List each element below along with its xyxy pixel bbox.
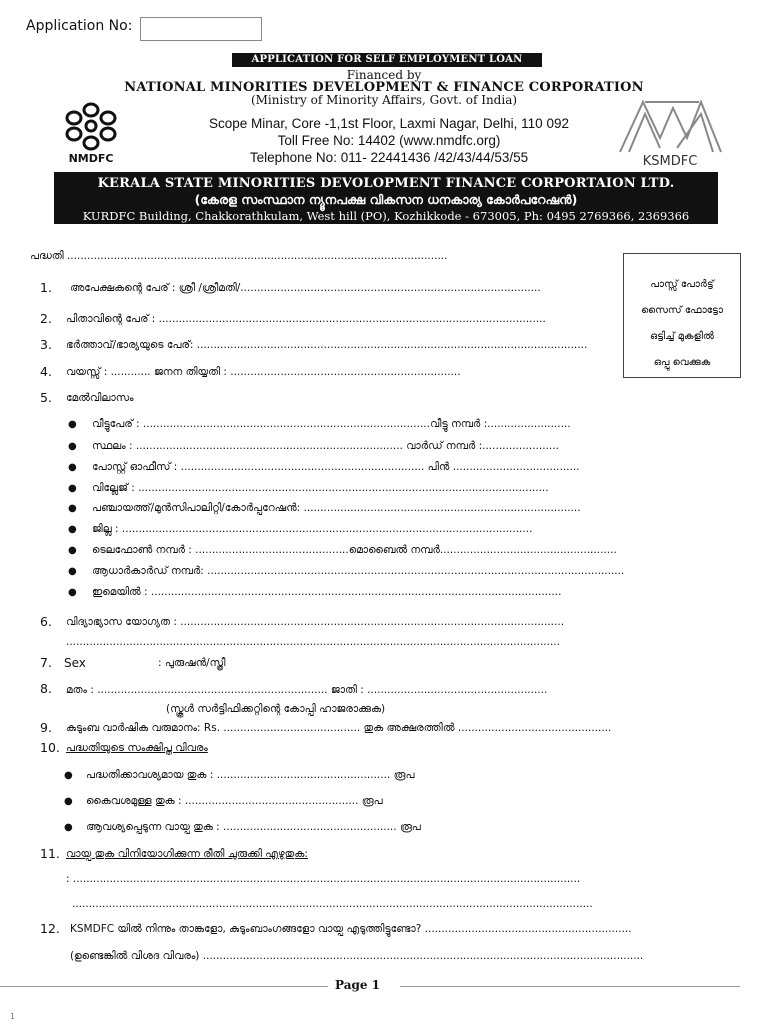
place-field[interactable]: സ്ഥലം : ................................................................................ വാർഡ് നമ്പർ :.......................	[92, 440, 559, 452]
item-number: 1.	[40, 280, 52, 295]
item-number: 3.	[40, 337, 52, 352]
margin-mark: 1	[10, 1012, 16, 1021]
loan-usage-field-line-2[interactable]: ............................................................................................................................................................	[72, 898, 593, 910]
ksmdfc-title-malayalam: (കേരള സംസ്ഥാന ന്യൂനപക്ഷ വികസന ധനകാര്യ കോർപറേഷൻ)	[194, 192, 578, 207]
financed-by-text: Financed by	[346, 68, 422, 82]
nmdfc-corp-name: NATIONAL MINORITIES DEVELOPMENT & FINANCE CORPORATION	[124, 80, 644, 95]
item-number: 5.	[40, 390, 52, 405]
ministry-text: (Ministry of Minority Affairs, Govt. of India)	[250, 93, 518, 107]
school-certificate-note: (സ്കൂൾ സർട്ടിഫിക്കറ്റിന്റെ കോപ്പി ഹാജരാക്കുക)	[166, 703, 386, 715]
ksmdfc-logo-icon	[615, 98, 725, 154]
item-number: 4.	[40, 364, 52, 379]
item-number: 2.	[40, 311, 52, 326]
form-title-bar: APPLICATION FOR SELF EMPLOYMENT LOAN	[232, 53, 542, 67]
bullet-icon: ●	[64, 796, 73, 807]
bullet-icon: ●	[64, 822, 73, 833]
bullet-icon: ●	[68, 587, 77, 598]
applicant-name-field[interactable]: അപേക്ഷകന്റെ പേര് : ശ്രീ /ശ്രീമതി/..........................................................................................	[70, 282, 541, 294]
spouse-name-field[interactable]: ഭർത്താവ്/ഭാര്യയുടെ പേര്: .....................................................................................................................	[66, 339, 588, 351]
footer-divider-right	[400, 986, 740, 987]
item-number: 12.	[40, 921, 60, 936]
item-number: 8.	[40, 681, 52, 696]
item-number: 10.	[40, 740, 60, 755]
bullet-icon: ●	[68, 566, 77, 577]
project-summary-heading: പദ്ധതിയുടെ സംക്ഷിപ്ത വിവരം	[66, 742, 208, 754]
village-field[interactable]: വില്ലേജ് : ...........................................................................................................................	[92, 482, 549, 494]
nmdfc-address-block	[150, 115, 628, 166]
item-number: 7.	[40, 655, 52, 670]
bullet-icon: ●	[68, 483, 77, 494]
item-number: 6.	[40, 614, 52, 629]
nmdfc-logo-text: NMDFC	[68, 152, 114, 165]
application-no-field[interactable]	[140, 17, 262, 41]
address-line-3: Telephone No: 011- 22441436 /42/43/44/53/55	[249, 150, 529, 165]
photo-box-line-4: ഒപ്പു വെക്കുക	[653, 357, 711, 368]
district-field[interactable]: ജില്ല : ...........................................................................................................................	[92, 523, 533, 535]
nmdfc-logo-icon	[58, 100, 124, 152]
phone-mobile-field[interactable]: ടെലഫോൺ നമ്പർ : ..............................................മൊബൈൽ നമ്പർ.....................................................	[92, 544, 617, 556]
bullet-icon: ●	[68, 503, 77, 514]
father-name-field[interactable]: പിതാവിന്റെ പേര് : ....................................................................................................................	[66, 313, 546, 325]
loan-required-field[interactable]: ആവശ്യപ്പെടുന്ന വായ്പ തുക : .................................................... രൂപ	[86, 821, 421, 833]
item-number: 11.	[40, 846, 60, 861]
loan-usage-field[interactable]: : ........................................................................................................................................................	[66, 873, 581, 885]
loan-usage-heading: വായ്പ തുക വിനിയോഗിക്കുന്ന രീതി ചുരുക്കി എഴുതുക:	[66, 848, 308, 860]
bullet-icon: ●	[68, 524, 77, 535]
bullet-icon: ●	[68, 419, 77, 430]
sex-label: Sex	[64, 656, 86, 670]
page-number: Page 1	[335, 978, 381, 992]
passport-photo-box	[623, 253, 741, 378]
item-number: 9.	[40, 720, 52, 735]
email-field[interactable]: ഇമെയിൽ : ...........................................................................................................................	[92, 586, 562, 598]
aadhaar-field[interactable]: ആധാർകാർഡ് നമ്പർ: .............................................................................................................................	[92, 565, 625, 577]
bullet-icon: ●	[64, 770, 73, 781]
previous-loan-field[interactable]: KSMDFC യിൽ നിന്നും താങ്കളോ, കുടുംബാംഗങ്ങളോ വായ്പ എടുത്തിട്ടുണ്ടോ? ..............................................................	[70, 923, 632, 935]
scheme-field[interactable]: പദ്ധതി ..................................................................................................................	[30, 250, 448, 262]
address-line-1: Scope Minar, Core -1,1st Floor, Laxmi Nagar, Delhi, 110 092	[209, 116, 569, 131]
education-field[interactable]: വിദ്യാഭ്യാസ യോഗ്യത : ...................................................................................................................	[66, 616, 565, 628]
photo-box-line-1: പാസ്സ് പോർട്ട്	[650, 279, 714, 290]
ksmdfc-title: KERALA STATE MINORITIES DEVOLOPMENT FINANCE CORPORTAION LTD.	[97, 176, 675, 191]
project-cost-field[interactable]: പദ്ധതിക്കാവശ്യമായ തുക : .................................................... രൂപ	[86, 769, 415, 781]
own-funds-field[interactable]: കൈവശമുള്ള തുക : .................................................... രൂപ	[86, 795, 383, 807]
ksmdfc-address: KURDFC Building, Chakkorathkulam, West hill (PO), Kozhikkode - 673005, Ph: 0495 2769366, 2369366	[82, 209, 690, 223]
address-section-label: മേൽവിലാസം	[66, 392, 134, 404]
ksmdfc-logo-text: KSMDFC	[642, 154, 698, 169]
annual-income-field[interactable]: കുടുംബ വാർഷിക വരുമാനം: Rs. ......................................... തുക അക്ഷരത്തിൽ ..............................................	[66, 722, 612, 734]
previous-loan-details-field[interactable]: (ഉണ്ടെങ്കിൽ വിശദ വിവരം) ....................................................................................................................................	[70, 950, 644, 962]
panchayat-field[interactable]: പഞ്ചായത്ത്/മുൻസിപാലിറ്റി/കോർപ്പറേഷൻ: ...................................................................................	[92, 502, 581, 514]
bullet-icon: ●	[68, 545, 77, 556]
photo-box-line-3: ഒട്ടിച്ച് മുകളിൽ	[649, 331, 715, 342]
footer-divider-left	[0, 986, 328, 987]
education-field-line-2[interactable]: ....................................................................................................................................................	[66, 636, 560, 648]
ksmdfc-header-bar	[54, 172, 718, 224]
address-line-2: Toll Free No: 14402 (www.nmdfc.org)	[277, 133, 501, 148]
post-office-field[interactable]: പോസ്റ്റ് ഓഫീസ് : ......................................................................... പിൻ ......................................	[92, 461, 580, 473]
photo-box-line-2: സൈസ് ഫോട്ടോ	[641, 305, 723, 316]
bullet-icon: ●	[68, 462, 77, 473]
religion-caste-field[interactable]: മതം : ..................................................................... ജാതി : ......................................................	[66, 684, 548, 696]
age-dob-field[interactable]: വയസ്സ് : ............ ജനന തിയ്യതി : .....................................................................	[66, 366, 461, 378]
bullet-icon: ●	[68, 441, 77, 452]
application-no-label: Application No:	[26, 18, 133, 34]
sex-field[interactable]: : പുരുഷൻ/സ്ത്രീ	[158, 657, 226, 669]
house-name-field[interactable]: വീട്ടുപേര് : ......................................................................................വീട്ടു നമ്പർ :.........................	[92, 418, 571, 430]
